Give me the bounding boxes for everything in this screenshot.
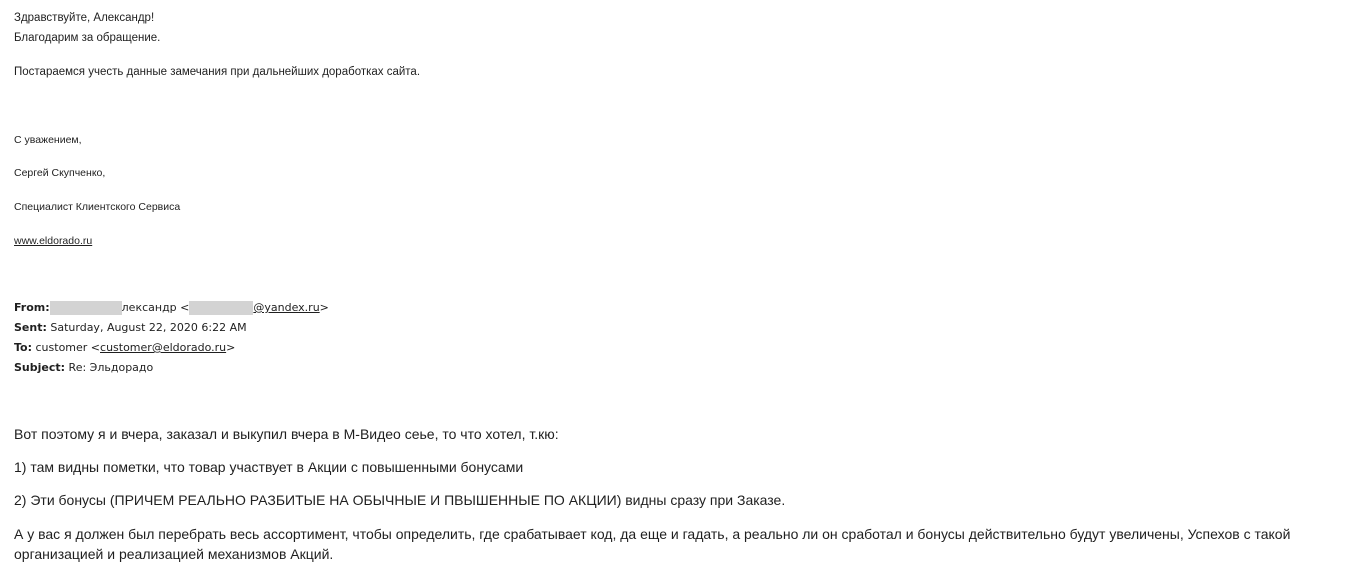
to-label: To:	[14, 341, 32, 354]
signature-position: Специалист Клиентского Сервиса	[14, 201, 181, 213]
to-name: customer <	[35, 341, 101, 354]
signature-website-link[interactable]: www.eldorado.ru	[14, 235, 93, 247]
reply-message: Постараемся учесть данные замечания при дальнейших доработках сайта.	[14, 66, 421, 78]
subject-value: Re: Эльдорадо	[68, 361, 154, 374]
sent-value: Saturday, August 22, 2020 6:22 AM	[50, 321, 247, 334]
header-to	[14, 340, 235, 355]
reply-greeting: Здравствуйте, Александр!	[14, 12, 155, 24]
header-from	[14, 300, 329, 315]
from-name: лександр <	[121, 301, 190, 314]
from-close: >	[319, 301, 329, 314]
from-name-redaction	[50, 301, 122, 315]
original-paragraph-4: А у вас я должен был перебрать весь ассортимент, чтобы определить, где срабатывает код, да еще и гадать, а реально ли он сработал и бонусы действительно будут увеличены, Успехов с такой организацией и реализацией механизмов Акций.	[14, 526, 1291, 562]
from-email-link[interactable]: @yandex.ru	[253, 301, 320, 314]
original-paragraph-2: 1) там видны пометки, что товар участвует в Акции с повышенными бонусами	[14, 459, 524, 475]
from-label: From:	[14, 301, 50, 314]
to-close: >	[226, 341, 236, 354]
to-email-link[interactable]: customer@eldorado.ru	[100, 341, 227, 354]
sent-label: Sent:	[14, 321, 47, 334]
signature-regards: С уважением,	[14, 134, 82, 146]
original-paragraph-1: Вот поэтому я и вчера, заказал и выкупил вчера в М-Видео сеье, то что хотел, т.кю:	[14, 426, 559, 442]
header-sent	[14, 320, 247, 335]
reply-thanks: Благодарим за обращение.	[14, 32, 161, 44]
signature-name: Сергей Скупченко,	[14, 167, 106, 179]
from-email-redaction	[189, 301, 253, 315]
original-paragraph-3: 2) Эти бонусы (ПРИЧЕМ РЕАЛЬНО РАЗБИТЫЕ НА ОБЫЧНЫЕ И ПВЫШЕННЫЕ ПО АКЦИИ) видны сразу при Заказе.	[14, 492, 786, 508]
subject-label: Subject:	[14, 361, 66, 374]
header-subject	[14, 360, 153, 375]
